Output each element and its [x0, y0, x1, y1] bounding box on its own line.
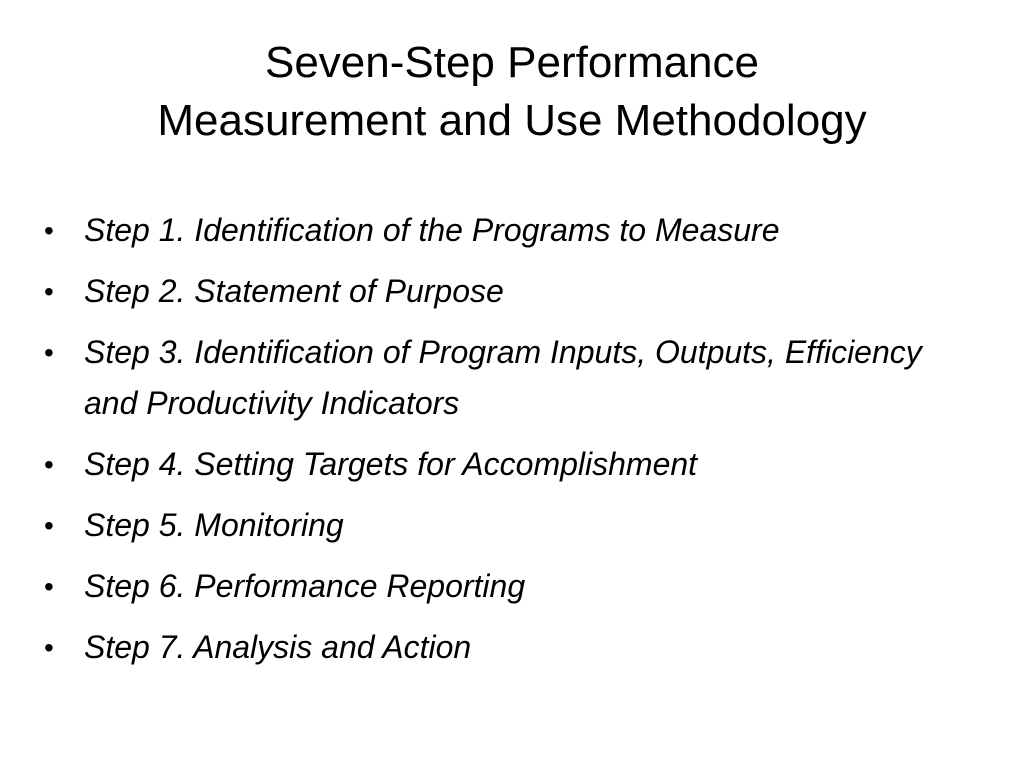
slide-title — [40, 34, 984, 150]
bullet-item-step-7 — [44, 622, 964, 673]
bullet-text: Step 5. Monitoring — [84, 507, 344, 543]
bullet-icon: • — [44, 276, 54, 307]
bullet-icon: • — [44, 510, 54, 541]
bullet-item-step-5 — [44, 500, 964, 551]
bullet-text: Step 4. Setting Targets for Accomplishment — [84, 446, 698, 482]
bullet-item-step-1 — [44, 205, 964, 256]
bullet-item-step-2 — [44, 266, 964, 317]
bullet-item-step-3 — [44, 327, 964, 429]
bullet-text: Step 1. Identification of the Programs to Measure — [84, 212, 780, 248]
slide-title-line-2: Measurement and Use Methodology — [157, 96, 867, 145]
bullet-text: Step 2. Statement of Purpose — [84, 273, 504, 309]
bullet-item-step-6 — [44, 561, 964, 612]
slide-title-line-1: Seven-Step Performance — [264, 38, 760, 87]
bullet-icon: • — [44, 571, 54, 602]
bullet-icon: • — [44, 215, 54, 246]
bullet-text: Step 7. Analysis and Action — [84, 629, 472, 665]
bullet-item-step-4 — [44, 439, 964, 490]
bullet-icon: • — [44, 632, 54, 663]
bullet-icon: • — [44, 449, 54, 480]
bullet-text: Step 6. Performance Reporting — [84, 568, 526, 604]
bullet-icon: • — [44, 337, 54, 368]
bullet-text: Step 3. Identification of Program Inputs, Outputs, Efficiency and Productivity Indicators — [84, 334, 922, 421]
bullet-list — [44, 205, 964, 683]
